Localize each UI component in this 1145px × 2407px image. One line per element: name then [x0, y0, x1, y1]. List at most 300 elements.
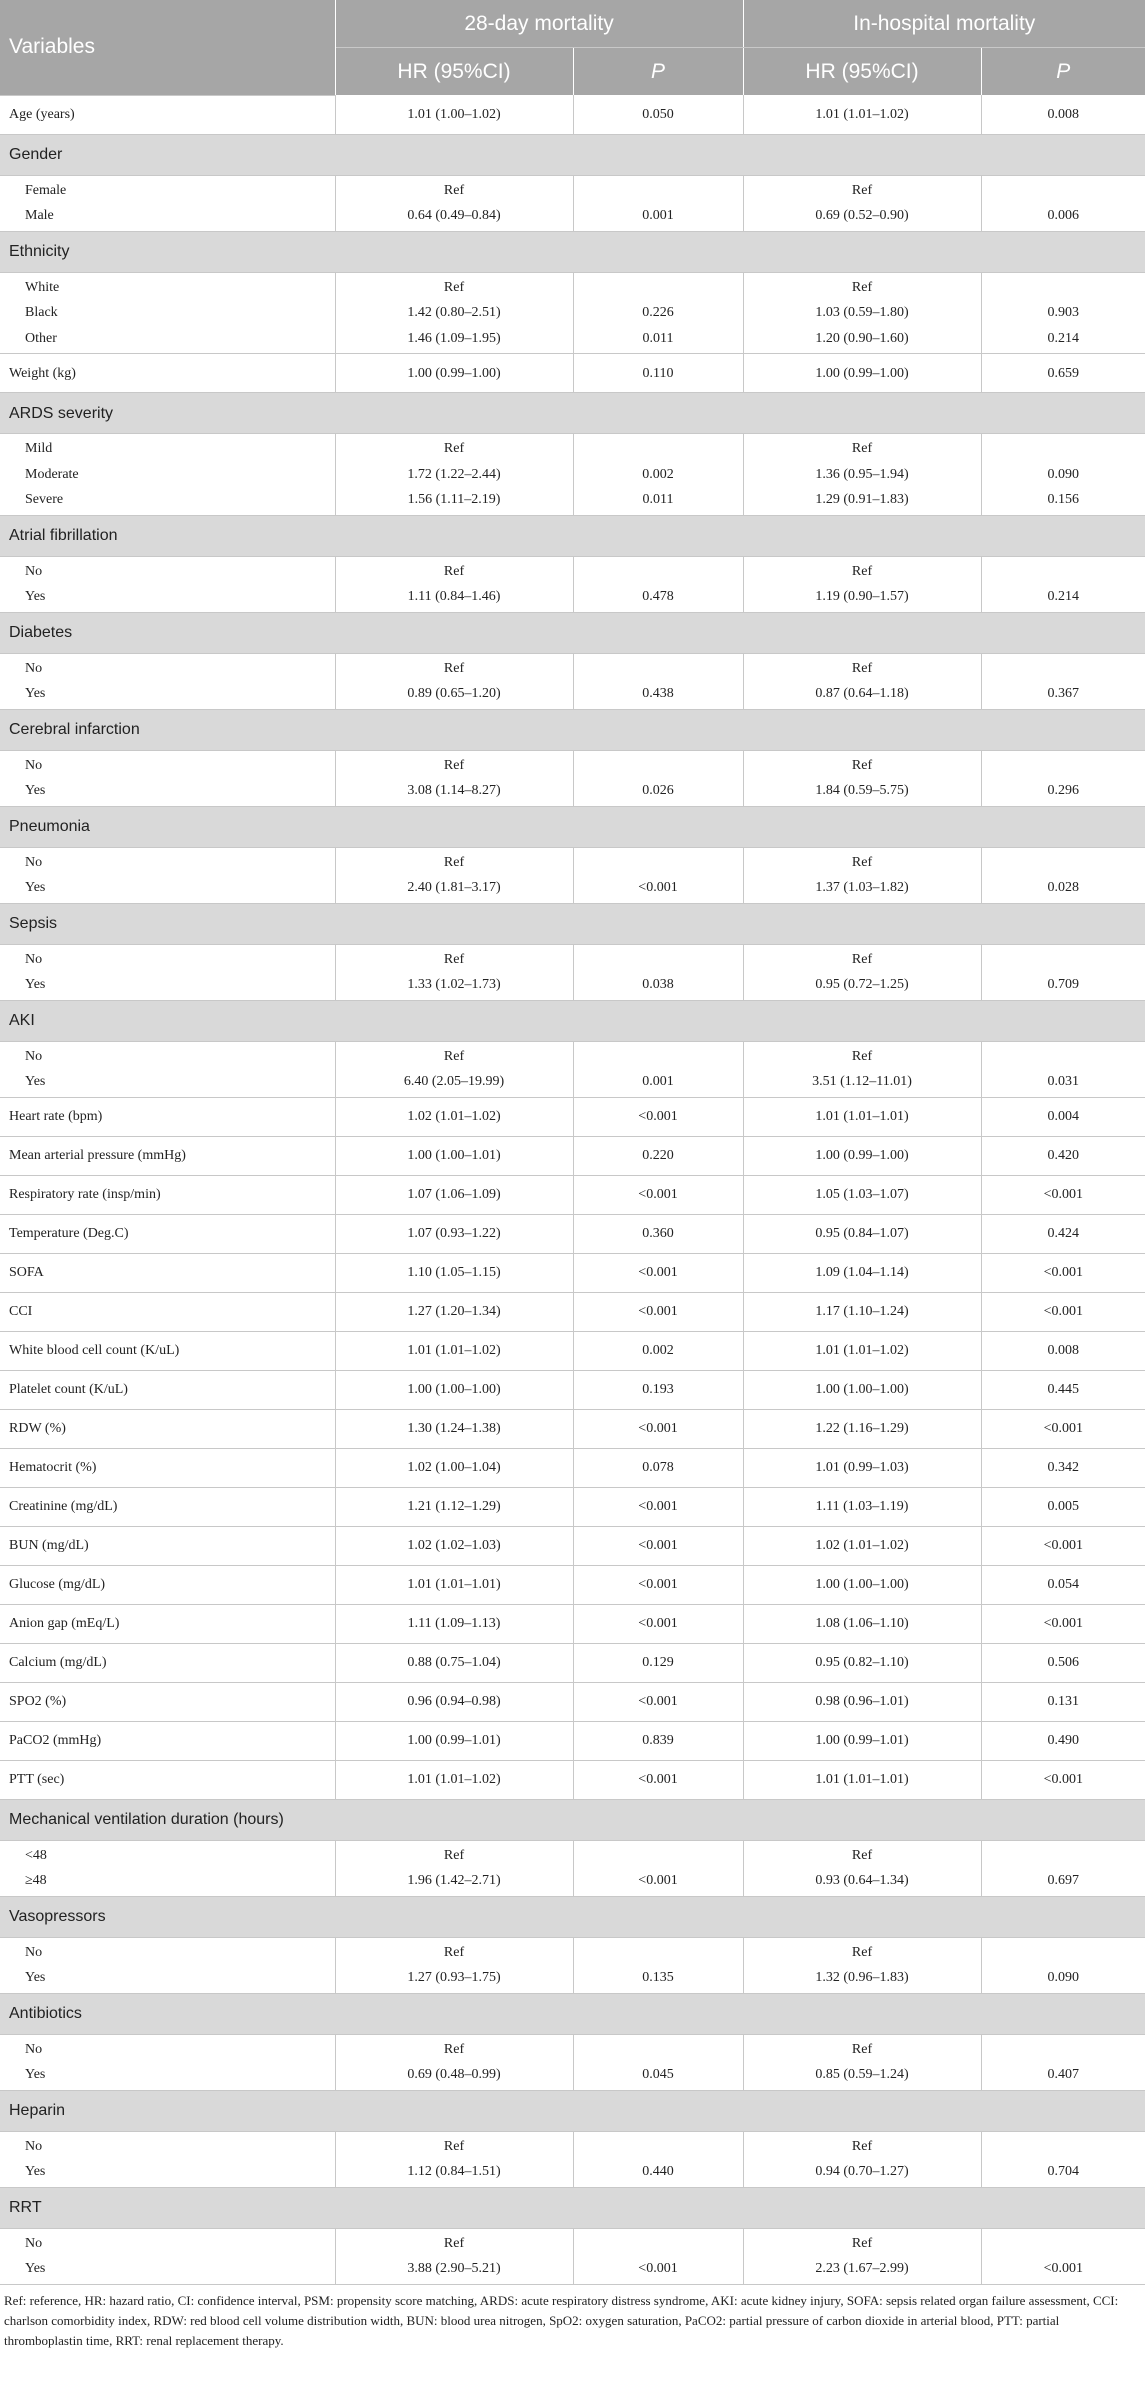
- group-label: Sepsis: [0, 903, 1145, 944]
- hr-28-cell: Ref: [443, 441, 465, 456]
- hr-28-cell-group: [335, 1937, 573, 1993]
- hr-in-cell: 1.08 (1.06–1.10): [743, 1604, 981, 1643]
- p-28-cell-group: [573, 653, 743, 709]
- p-in-cell: <0.001: [981, 1760, 1145, 1799]
- p-in-cell: <0.001: [1043, 2261, 1083, 2276]
- p-28-cell: 0.002: [642, 466, 674, 482]
- p-28-cell-group: [573, 175, 743, 231]
- hr-28-cell: 3.88 (2.90–5.21): [407, 2261, 501, 2276]
- table-row: [0, 1097, 1145, 1136]
- p-in-cell: <0.001: [981, 1604, 1145, 1643]
- p-in-cell: 0.367: [1047, 686, 1080, 701]
- hr-28-cell-group: [335, 653, 573, 709]
- hr-in-cell: 1.01 (1.01–1.02): [743, 1331, 981, 1370]
- table-row: [0, 847, 1145, 903]
- hr-in-cell: 1.00 (0.99–1.00): [743, 1136, 981, 1175]
- p-28-cell: <0.001: [573, 1097, 743, 1136]
- hr-in-cell: Ref: [851, 2235, 873, 2251]
- sub-label: Other: [25, 330, 57, 346]
- hr-28-cell: 1.01 (1.01–1.02): [335, 1331, 573, 1370]
- p-in-cell: 0.704: [1047, 2164, 1080, 2179]
- p-28-cell: 0.011: [642, 330, 674, 346]
- hr-in-cell: 1.00 (1.00–1.00): [743, 1565, 981, 1604]
- hr-28-cell: Ref: [443, 279, 465, 295]
- p-28-cell-group: [573, 272, 743, 354]
- p-28-cell-group: [573, 434, 743, 516]
- hr-28-cell: 0.69 (0.48–0.99): [407, 2067, 501, 2082]
- p-28-cell: <0.001: [573, 1487, 743, 1526]
- hr-28-cell: 1.00 (0.99–1.01): [335, 1721, 573, 1760]
- hr-in-cell: 0.95 (0.84–1.07): [743, 1214, 981, 1253]
- hr-28-cell: Ref: [443, 2041, 465, 2057]
- p-in-cell: 0.031: [1047, 1074, 1080, 1089]
- hr-28-cell: 1.00 (1.00–1.00): [335, 1370, 573, 1409]
- p-in-cell-group: [981, 1937, 1145, 1993]
- hr-28-cell: 1.11 (0.84–1.46): [407, 589, 501, 604]
- hr-in-cell: 1.01 (1.01–1.01): [743, 1760, 981, 1799]
- p-in-cell: 0.214: [1047, 589, 1080, 604]
- table-row: [0, 272, 1145, 354]
- table-row: [0, 556, 1145, 612]
- sub-label: Yes: [25, 1970, 46, 1985]
- sub-label: Yes: [25, 686, 46, 701]
- group-header-row: [0, 1000, 1145, 1041]
- hr-in-cell: 1.03 (0.59–1.80): [815, 305, 909, 320]
- p-in-cell-group: [981, 1840, 1145, 1896]
- p-28-cell: 0.045: [642, 2067, 674, 2082]
- group-header-row: [0, 2187, 1145, 2228]
- group-label: Antibiotics: [0, 1993, 1145, 2034]
- sub-label-group: [0, 750, 335, 806]
- table-row: [0, 2131, 1145, 2187]
- footnote: Ref: reference, HR: hazard ratio, CI: confidence interval, PSM: propensity score matching, ARDS: acute respiratory distress syndrome, AKI: acute kidney injury, SOFA: sepsis related organ failure assessment, CCI: charlson comorbidity index, RDW: red blood cell volume distribution width, BUN: blood urea nitrogen, SpO2: oxygen saturation, PaCO2: partial pressure of carbon dioxide in arterial blood, PTT: partial thromboplastin time, RRT: renal replacement therapy.: [4, 2292, 1119, 2348]
- table-row: [0, 1253, 1145, 1292]
- p-28-cell: 0.478: [642, 589, 674, 604]
- hr-28-cell-group: [335, 272, 573, 354]
- hr-28-cell-group: [335, 175, 573, 231]
- p-28-cell: 0.129: [573, 1643, 743, 1682]
- sub-label: Yes: [25, 1074, 46, 1089]
- p-28-cell: [574, 947, 743, 973]
- table-row: [0, 1604, 1145, 1643]
- hr-28-cell: 0.88 (0.75–1.04): [335, 1643, 573, 1682]
- variable-label: Creatinine (mg/dL): [0, 1487, 335, 1526]
- group-label: ARDS severity: [0, 393, 1145, 434]
- p-in-cell-group: [981, 1041, 1145, 1097]
- hr-28-cell-group: [335, 2034, 573, 2090]
- variable-label: Anion gap (mEq/L): [0, 1604, 335, 1643]
- p-in-cell: <0.001: [981, 1526, 1145, 1565]
- p-in-cell-group: [981, 847, 1145, 903]
- p-in-cell: 0.156: [1047, 492, 1080, 507]
- variable-label: Hematocrit (%): [0, 1448, 335, 1487]
- sub-label: Female: [25, 182, 67, 198]
- variable-label: CCI: [0, 1292, 335, 1331]
- hr-28-cell: 1.33 (1.02–1.73): [407, 977, 501, 992]
- p-in-cell: <0.001: [981, 1175, 1145, 1214]
- p-28-cell: <0.001: [573, 1526, 743, 1565]
- table-row: [0, 1643, 1145, 1682]
- sub-label: Yes: [25, 977, 46, 992]
- table-row: [0, 1331, 1145, 1370]
- p-28-cell: [574, 753, 743, 779]
- p-in-cell: [982, 178, 1145, 204]
- group-label: Cerebral infarction: [0, 709, 1145, 750]
- p-in-cell-group: [981, 653, 1145, 709]
- hr-in-cell: 1.09 (1.04–1.14): [743, 1253, 981, 1292]
- variable-label: SPO2 (%): [0, 1682, 335, 1721]
- p-in-cell: 0.420: [981, 1136, 1145, 1175]
- variable-label: SOFA: [0, 1253, 335, 1292]
- hr-in-cell: 1.19 (0.90–1.57): [815, 589, 909, 604]
- group-label: Vasopressors: [0, 1896, 1145, 1937]
- p-28-cell: 0.360: [573, 1214, 743, 1253]
- p-28-cell-group: [573, 750, 743, 806]
- p-in-cell: 0.214: [1047, 330, 1080, 346]
- p-28-cell: 0.135: [642, 1970, 674, 1985]
- p-28-cell: <0.001: [638, 1873, 678, 1888]
- hr-in-cell: Ref: [851, 2138, 873, 2154]
- p-28-cell-group: [573, 1937, 743, 1993]
- table-row: [0, 95, 1145, 134]
- hr-28-cell: 1.72 (1.22–2.44): [407, 466, 501, 482]
- hr-28-cell: 6.40 (2.05–19.99): [403, 1074, 505, 1089]
- group-label: Heparin: [0, 2090, 1145, 2131]
- p-28-cell: [574, 275, 743, 301]
- hr-in-cell-group: [743, 944, 981, 1000]
- hr-in-cell-group: [743, 556, 981, 612]
- table-row: [0, 944, 1145, 1000]
- sub-label-group: [0, 556, 335, 612]
- group-header-row: [0, 393, 1145, 434]
- table-row: [0, 1175, 1145, 1214]
- p-28-header: P: [573, 48, 743, 96]
- p-28-cell: [574, 1044, 743, 1070]
- hr-in-cell: 1.00 (0.99–1.01): [743, 1721, 981, 1760]
- p-28-cell: [574, 2037, 743, 2063]
- sub-label: No: [25, 2235, 43, 2251]
- hr-28-cell: 1.21 (1.12–1.29): [335, 1487, 573, 1526]
- group-label: Mechanical ventilation duration (hours): [0, 1799, 1145, 1840]
- sub-label-group: [0, 2034, 335, 2090]
- hr-28-cell-group: [335, 2131, 573, 2187]
- hr-28-cell: Ref: [443, 660, 465, 676]
- p-in-cell: <0.001: [981, 1409, 1145, 1448]
- p-in-header: P: [981, 48, 1145, 96]
- hr-28-cell-group: [335, 1840, 573, 1896]
- p-in-cell-group: [981, 2034, 1145, 2090]
- group-header-row: [0, 134, 1145, 175]
- p-28-cell: 0.038: [642, 977, 674, 992]
- p-in-cell: 0.005: [981, 1487, 1145, 1526]
- variable-label: BUN (mg/dL): [0, 1526, 335, 1565]
- p-in-cell-group: [981, 944, 1145, 1000]
- hr-in-cell: 0.69 (0.52–0.90): [815, 208, 909, 223]
- hr-28-cell: 0.96 (0.94–0.98): [335, 1682, 573, 1721]
- hr-in-cell: 1.29 (0.91–1.83): [815, 492, 909, 507]
- p-in-cell: 0.490: [981, 1721, 1145, 1760]
- group-header-row: [0, 709, 1145, 750]
- p-28-cell: [574, 1843, 743, 1869]
- p-28-cell: 0.440: [642, 2164, 674, 2179]
- p-in-cell: [982, 275, 1145, 301]
- hr-in-cell-group: [743, 2131, 981, 2187]
- p-28-cell: 0.438: [642, 686, 674, 701]
- sub-label: Black: [25, 305, 58, 320]
- p-28-cell: <0.001: [573, 1565, 743, 1604]
- p-28-cell: [574, 850, 743, 876]
- table-row: [0, 1370, 1145, 1409]
- hr-28-cell: 0.64 (0.49–0.84): [407, 208, 501, 223]
- hr-in-cell: 1.01 (1.01–1.02): [743, 95, 981, 134]
- p-in-cell: 0.090: [1047, 1970, 1080, 1985]
- hr-28-cell: 1.07 (0.93–1.22): [335, 1214, 573, 1253]
- hr-in-cell: 1.01 (1.01–1.01): [743, 1097, 981, 1136]
- variables-header: Variables: [0, 0, 335, 95]
- hr-28-cell-group: [335, 1041, 573, 1097]
- hr-28-cell-group: [335, 750, 573, 806]
- group-label: AKI: [0, 1000, 1145, 1041]
- hr-in-cell: 1.17 (1.10–1.24): [743, 1292, 981, 1331]
- p-28-cell: <0.001: [573, 1682, 743, 1721]
- p-in-cell: 0.131: [981, 1682, 1145, 1721]
- p-28-cell: 0.110: [573, 354, 743, 393]
- p-28-cell: 0.002: [573, 1331, 743, 1370]
- sub-label: Yes: [25, 2261, 46, 2276]
- p-28-cell: [574, 2231, 743, 2257]
- sub-label: No: [25, 563, 43, 579]
- p-in-cell: [982, 2037, 1145, 2063]
- p-28-cell: 0.193: [573, 1370, 743, 1409]
- hr-in-cell-group: [743, 2228, 981, 2284]
- p-in-cell: [982, 753, 1145, 779]
- p-in-cell-group: [981, 750, 1145, 806]
- hr-28-cell: 1.01 (1.01–1.02): [335, 1760, 573, 1799]
- table-row: [0, 175, 1145, 231]
- table-row: [0, 1292, 1145, 1331]
- variable-label: Glucose (mg/dL): [0, 1565, 335, 1604]
- sub-label: Severe: [25, 492, 64, 507]
- hr-28-cell: 1.07 (1.06–1.09): [335, 1175, 573, 1214]
- group-header-row: [0, 515, 1145, 556]
- p-in-cell-group: [981, 2228, 1145, 2284]
- sub-label: No: [25, 1048, 43, 1064]
- group-header-row: [0, 806, 1145, 847]
- sub-label-group: [0, 1840, 335, 1896]
- hr-28-cell: Ref: [443, 2138, 465, 2154]
- table-row: [0, 2228, 1145, 2284]
- sub-label: Male: [25, 208, 54, 223]
- hr-28-cell: 1.02 (1.02–1.03): [335, 1526, 573, 1565]
- hr-in-cell-group: [743, 1041, 981, 1097]
- sub-label-group: [0, 1937, 335, 1993]
- hr-28-cell: Ref: [443, 182, 465, 198]
- hr-28-cell: 1.12 (0.84–1.51): [407, 2164, 501, 2179]
- hr-28-cell: 1.27 (0.93–1.75): [407, 1970, 501, 1985]
- p-in-cell: <0.001: [981, 1253, 1145, 1292]
- hr-in-cell: Ref: [851, 563, 873, 579]
- variable-label: Mean arterial pressure (mmHg): [0, 1136, 335, 1175]
- p-28-cell: [574, 656, 743, 682]
- sub-label: Yes: [25, 2164, 46, 2179]
- p-28-cell: <0.001: [638, 880, 678, 895]
- variable-label: Heart rate (bpm): [0, 1097, 335, 1136]
- sub-label: No: [25, 757, 43, 773]
- group-header-row: [0, 1896, 1145, 1937]
- table-row: [0, 2034, 1145, 2090]
- p-28-cell: 0.001: [642, 1074, 674, 1089]
- sub-label: <48: [25, 1847, 47, 1863]
- p-28-cell: 0.220: [573, 1136, 743, 1175]
- sub-label-group: [0, 847, 335, 903]
- hr-in-cell: 0.87 (0.64–1.18): [815, 686, 909, 701]
- hr-28-cell: 1.00 (1.00–1.01): [335, 1136, 573, 1175]
- table-header: [0, 0, 1145, 95]
- variable-label: Weight (kg): [0, 354, 335, 393]
- p-in-cell: 0.697: [1047, 1873, 1080, 1888]
- hr-in-cell: 2.23 (1.67–2.99): [815, 2261, 909, 2276]
- hr-in-cell: 1.37 (1.03–1.82): [815, 880, 909, 895]
- hr-in-cell: Ref: [851, 854, 873, 870]
- p-28-cell-group: [573, 847, 743, 903]
- hr-28-cell: 1.30 (1.24–1.38): [335, 1409, 573, 1448]
- variable-label: Platelet count (K/uL): [0, 1370, 335, 1409]
- hr-in-cell: 1.32 (0.96–1.83): [815, 1970, 909, 1985]
- hr-28-cell: Ref: [443, 854, 465, 870]
- p-28-cell: <0.001: [573, 1253, 743, 1292]
- sub-label-group: [0, 434, 335, 516]
- sub-label-group: [0, 2228, 335, 2284]
- group-header-row: [0, 1799, 1145, 1840]
- hr-28-cell: 1.01 (1.00–1.02): [335, 95, 573, 134]
- hr-28-cell: Ref: [443, 757, 465, 773]
- hr-28-cell-group: [335, 944, 573, 1000]
- p-28-cell-group: [573, 944, 743, 1000]
- table-row: [0, 1409, 1145, 1448]
- p-in-cell: 0.903: [1047, 305, 1080, 320]
- p-in-cell: [982, 559, 1145, 585]
- group-label: RRT: [0, 2187, 1145, 2228]
- sub-label: Mild: [25, 441, 53, 456]
- p-28-cell: 0.026: [642, 783, 674, 798]
- hr-in-cell-group: [743, 750, 981, 806]
- p-in-cell: 0.424: [981, 1214, 1145, 1253]
- hr-28-cell: Ref: [443, 2235, 465, 2251]
- hr-in-cell: 1.01 (0.99–1.03): [743, 1448, 981, 1487]
- hr-in-cell: 1.02 (1.01–1.02): [743, 1526, 981, 1565]
- p-28-cell: [574, 1940, 743, 1966]
- hr-28-cell: 1.02 (1.00–1.04): [335, 1448, 573, 1487]
- hr-28-header: HR (95%CI): [335, 48, 573, 96]
- variable-label: Respiratory rate (insp/min): [0, 1175, 335, 1214]
- p-28-cell: 0.011: [642, 492, 674, 507]
- hr-28-cell: Ref: [443, 1944, 465, 1960]
- hr-in-cell: Ref: [851, 279, 873, 295]
- sub-label: Yes: [25, 783, 46, 798]
- p-in-cell: [982, 1843, 1145, 1869]
- hr-in-cell: 3.51 (1.12–11.01): [812, 1074, 912, 1089]
- hr-in-cell: 1.22 (1.16–1.29): [743, 1409, 981, 1448]
- hr-in-cell-group: [743, 2034, 981, 2090]
- p-in-cell: [982, 2231, 1145, 2257]
- p-28-cell: [574, 436, 743, 462]
- hr-in-cell: Ref: [851, 1944, 873, 1960]
- hr-in-cell: 0.95 (0.82–1.10): [743, 1643, 981, 1682]
- variable-label: Calcium (mg/dL): [0, 1643, 335, 1682]
- p-in-cell-group: [981, 272, 1145, 354]
- hr-in-cell-group: [743, 175, 981, 231]
- group-header-row: [0, 231, 1145, 272]
- variable-label: RDW (%): [0, 1409, 335, 1448]
- hr-28-cell: Ref: [443, 1048, 465, 1064]
- hr-in-cell: Ref: [851, 951, 873, 967]
- p-in-cell-group: [981, 556, 1145, 612]
- hr-28-cell: 1.00 (0.99–1.00): [335, 354, 573, 393]
- table-row: [0, 750, 1145, 806]
- table-row: [0, 1448, 1145, 1487]
- hr-in-cell: 0.95 (0.72–1.25): [815, 977, 909, 992]
- hr-in-cell: Ref: [851, 1847, 873, 1863]
- table-row: [0, 653, 1145, 709]
- p-28-cell: [574, 2134, 743, 2160]
- table-row: [0, 434, 1145, 516]
- hr-in-cell-group: [743, 434, 981, 516]
- table-row: [0, 1721, 1145, 1760]
- p-28-cell-group: [573, 1840, 743, 1896]
- sub-label: No: [25, 2041, 43, 2057]
- table-row: [0, 1041, 1145, 1097]
- p-in-cell: 0.296: [1047, 783, 1080, 798]
- p-in-cell: 0.506: [981, 1643, 1145, 1682]
- group-header-row: [0, 2090, 1145, 2131]
- p-28-cell-group: [573, 2228, 743, 2284]
- p-28-cell: 0.839: [573, 1721, 743, 1760]
- hr-28-cell: 1.56 (1.11–2.19): [407, 492, 501, 507]
- group-label: Pneumonia: [0, 806, 1145, 847]
- group-header-row: [0, 1993, 1145, 2034]
- sub-label: No: [25, 951, 43, 967]
- table-row: [0, 1682, 1145, 1721]
- sub-label: No: [25, 1944, 43, 1960]
- hr-in-cell: 1.00 (1.00–1.00): [743, 1370, 981, 1409]
- p-28-cell: <0.001: [573, 1760, 743, 1799]
- variable-label: PaCO2 (mmHg): [0, 1721, 335, 1760]
- sub-label-group: [0, 175, 335, 231]
- hr-28-cell: 1.10 (1.05–1.15): [335, 1253, 573, 1292]
- p-28-cell: <0.001: [573, 1292, 743, 1331]
- p-in-cell: [982, 850, 1145, 876]
- hr-28-cell: 1.42 (0.80–2.51): [407, 305, 501, 320]
- p-28-cell: 0.226: [642, 305, 674, 320]
- hr-in-cell: 0.94 (0.70–1.27): [815, 2164, 909, 2179]
- sub-label: No: [25, 2138, 43, 2154]
- p-in-cell: 0.008: [981, 95, 1145, 134]
- sub-label-group: [0, 653, 335, 709]
- group-label: Ethnicity: [0, 231, 1145, 272]
- hr-28-cell: Ref: [443, 951, 465, 967]
- p-in-cell: [982, 2134, 1145, 2160]
- p-in-cell: 0.054: [981, 1565, 1145, 1604]
- p-in-cell: 0.090: [1047, 466, 1080, 482]
- hr-in-cell: 0.93 (0.64–1.34): [815, 1873, 909, 1888]
- group-label: Diabetes: [0, 612, 1145, 653]
- p-28-cell: <0.001: [573, 1604, 743, 1643]
- sub-label-group: [0, 272, 335, 354]
- 28-day-mortality-header: 28-day mortality: [335, 0, 743, 48]
- p-in-cell: 0.342: [981, 1448, 1145, 1487]
- sub-label: White: [25, 279, 60, 295]
- hr-28-cell: Ref: [443, 1847, 465, 1863]
